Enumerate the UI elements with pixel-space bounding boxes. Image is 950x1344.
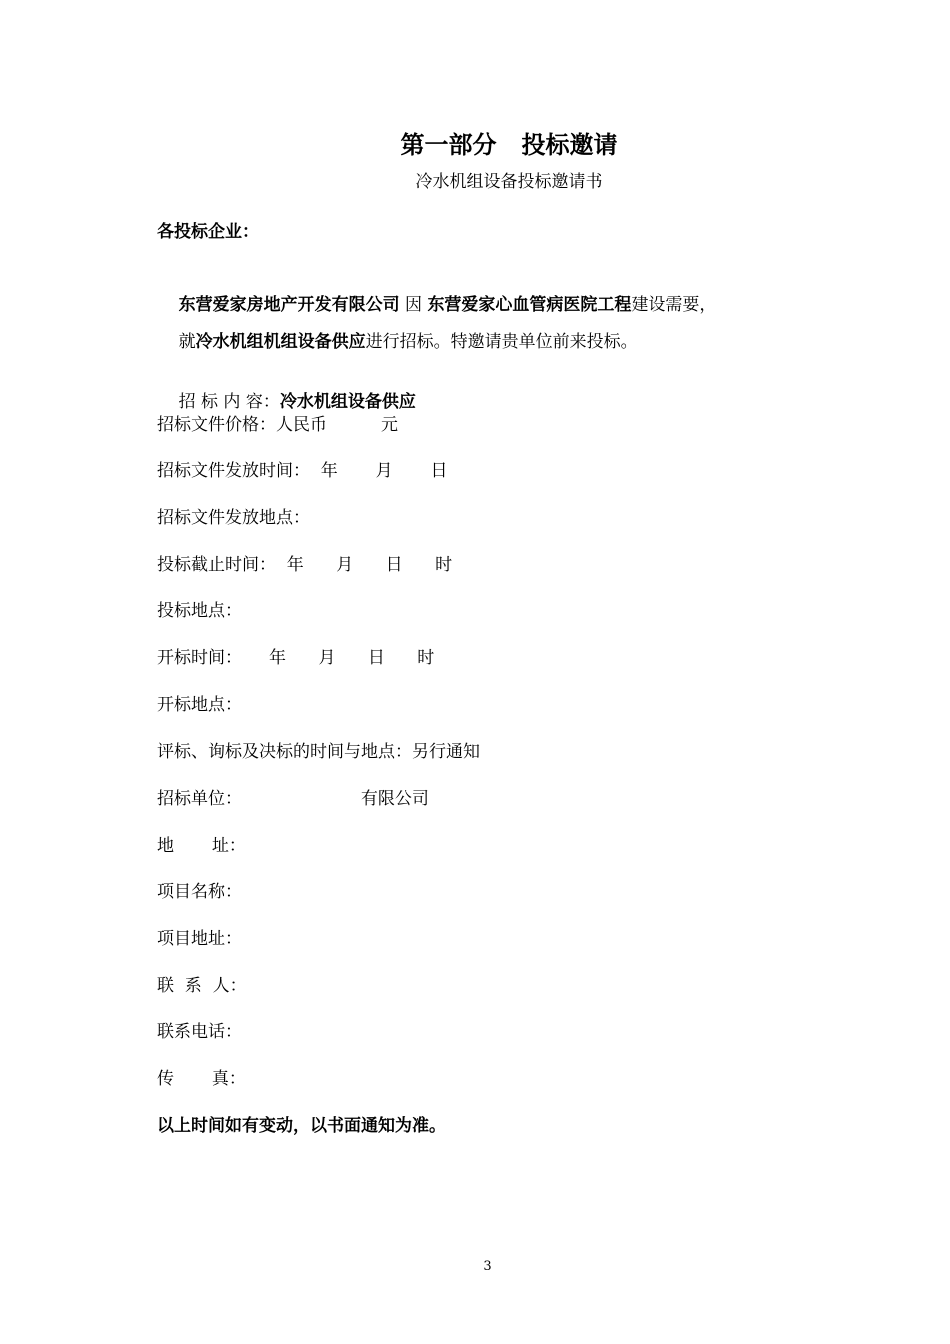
field-bid-place: 投标地点： [157,601,242,621]
field-phone: 联系电话： [157,1022,242,1042]
field-issue-place: 招标文件发放地点： [157,508,310,528]
field-open-place: 开标地点： [157,695,242,715]
field-fax: 传 真： [157,1069,246,1089]
field-tenderer: 招标单位： 有限公司 [157,789,429,809]
field-project-name: 项目名称： [157,882,242,902]
field-open-time: 开标时间： 年 月 日 时 [157,648,435,668]
field-content-value: 冷水机组设备供应 [279,392,416,412]
field-address: 地 址： [157,836,246,856]
field-deadline: 投标截止时间： 年 月 日 时 [157,555,453,575]
page-number: 3 [483,1259,492,1274]
field-issue-time: 招标文件发放时间： 年 月 日 [157,461,448,481]
intro-need: 建设需要， [631,295,717,315]
change-notice: 以上时间如有变动，以书面通知为准。 [157,1116,446,1136]
field-price: 招标文件价格：人民币 元 [157,415,399,435]
page-subtitle: 冷水机组设备投标邀请书 [415,172,603,192]
intro-suffix: 进行招标。特邀请贵单位前来投标。 [365,332,638,352]
page-title: 第一部分 投标邀请 [400,130,618,159]
project-name: 东营爱家心血管病医院工程 [427,295,632,315]
field-evaluation: 评标、询标及决标的时间与地点：另行通知 [157,742,480,762]
field-contact: 联 系 人： [157,976,247,996]
field-content-label: 招 标 内 容： [178,392,280,412]
field-project-address: 项目地址： [157,929,242,949]
salutation: 各投标企业： [157,222,259,242]
intro-prefix: 就 [178,332,196,352]
tender-scope: 冷水机组机组设备供应 [195,332,366,352]
company-name: 东营爱家房地产开发有限公司 [178,295,400,315]
intro-because: 因 [399,295,428,315]
